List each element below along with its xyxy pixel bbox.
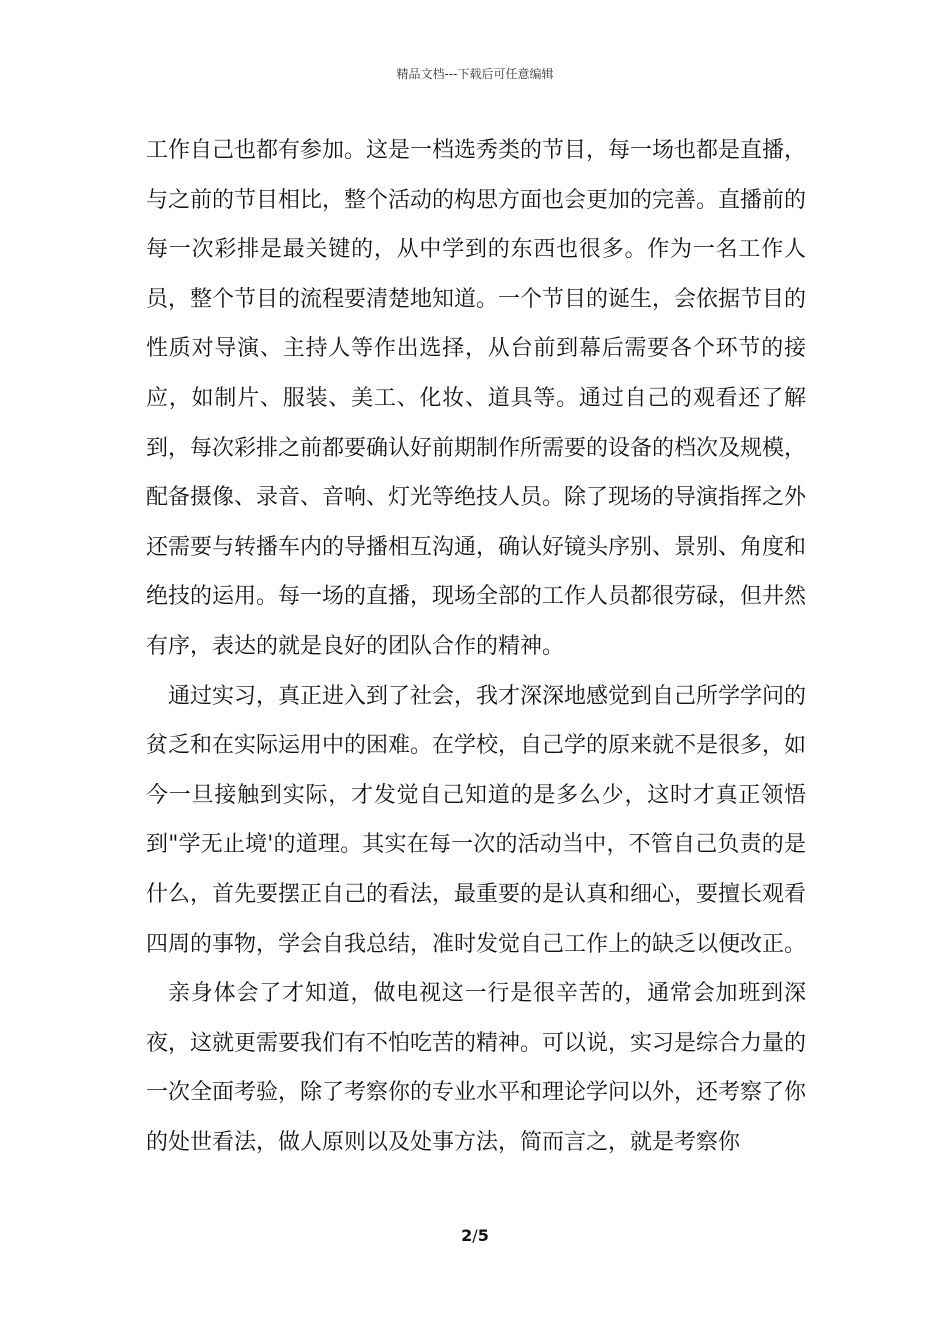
paragraph-internship-reflection: 通过实习，真正进入到了社会，我才深深地感觉到自己所学学问的贫乏和在实际运用中的困难。在学校，自己学的原来就不是很多，如今一旦接触到实际，才发觉自己知道的是多么少，这时才真正领悟到"学无止境'的道理。其实在每一次的活动当中，不管自己负责的是什么，首先要摆正自己的看法，最重要的是认真和细心，要擅长观看四周的事物，学会自我总结，准时发觉自己工作上的缺乏以便改正。 [146,683,807,957]
page-total: 5 [477,1226,489,1245]
paragraph-hardship: 亲身体会了才知道，做电视这一行是很辛苦的，通常会加班到深夜，这就更需要我们有不怕吃苦的精神。可以说，实习是综合力量的一次全面考验，除了考察你的专业水平和理论学问以外，还考察了你的处世看法，做人原则以及处事方法，简而言之，就是考察你 [146,981,807,1155]
page-header [0,66,950,82]
page-number: 2 [461,1226,473,1245]
page-footer [0,1226,950,1246]
page-separator: / [472,1226,478,1245]
paragraph-continued: 工作自己也都有参加。这是一档选秀类的节目，每一场也都是直播，与之前的节目相比，整个活动的构思方面也会更加的完善。直播前的每一次彩排是最关键的，从中学到的东西也很多。作为一名工作人员，整个节目的流程要清楚地知道。一个节目的诞生，会依据节目的性质对导演、主持人等作出选择，从台前到幕后需要各个环节的接应，如制片、服装、美工、化妆、道具等。通过自己的观看还了解到，每次彩排之前都要确认好前期制作所需要的设备的档次及规模，配备摄像、录音、音响、灯光等绝技人员。除了现场的导演指挥之外还需要与转播车内的导播相互沟通，确认好镜头序别、景别、角度和绝技的运用。每一场的直播，现场全部的工作人员都很劳碌，但井然有序，表达的就是良好的团队合作的精神。 [146,138,807,659]
header-text: 精品文档---下载后可任意编辑 [396,67,554,81]
document-body [146,126,806,1167]
